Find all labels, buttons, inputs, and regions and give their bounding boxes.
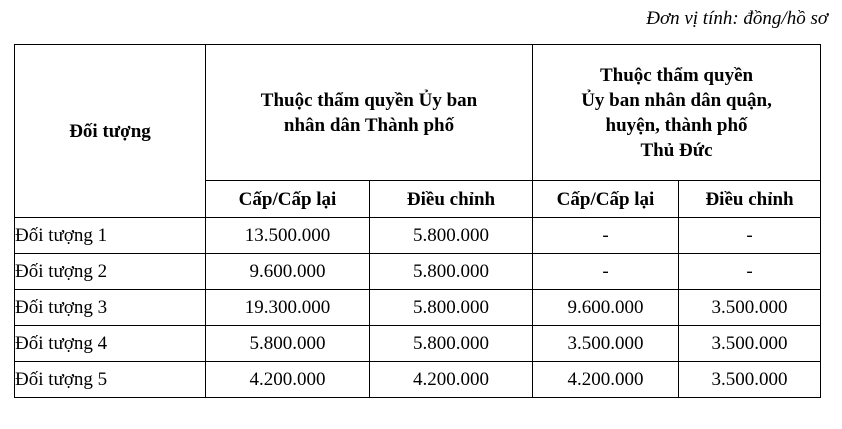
header-district-line: huyện, thành phố [605, 114, 748, 136]
cell-value: 3.500.000 [679, 326, 821, 362]
cell-value: 19.300.000 [206, 290, 370, 326]
header-district-line: Thuộc thẩm quyền [599, 64, 754, 86]
cell-value: 13.500.000 [206, 218, 370, 254]
cell-value: 9.600.000 [533, 290, 679, 326]
cell-value: - [533, 218, 679, 254]
table-row [15, 254, 821, 290]
cell-value: 3.500.000 [679, 290, 821, 326]
fee-table [14, 44, 821, 398]
subheader-city-adjust: Điều chỉnh [370, 181, 533, 218]
header-city-line: nhân dân Thành phố [283, 114, 455, 136]
header-district-line: Ủy ban nhân dân quận, [581, 89, 772, 111]
table-row [15, 362, 821, 398]
cell-value: 3.500.000 [533, 326, 679, 362]
cell-value: - [679, 218, 821, 254]
cell-value: 5.800.000 [206, 326, 370, 362]
row-label: Đối tượng 2 [15, 254, 206, 290]
row-label: Đối tượng 5 [15, 362, 206, 398]
header-city-authority [206, 45, 533, 181]
table-row [15, 218, 821, 254]
cell-value: 5.800.000 [370, 326, 533, 362]
header-row-main [15, 45, 821, 181]
cell-value: - [679, 254, 821, 290]
subheader-district-adjust: Điều chỉnh [679, 181, 821, 218]
cell-value: 5.800.000 [370, 218, 533, 254]
header-subject: Đối tượng [15, 45, 206, 218]
cell-value: - [533, 254, 679, 290]
table-row [15, 290, 821, 326]
cell-value: 4.200.000 [370, 362, 533, 398]
subheader-district-issue: Cấp/Cấp lại [533, 181, 679, 218]
cell-value: 5.800.000 [370, 254, 533, 290]
row-label: Đối tượng 3 [15, 290, 206, 326]
cell-value: 4.200.000 [206, 362, 370, 398]
row-label: Đối tượng 4 [15, 326, 206, 362]
cell-value: 4.200.000 [533, 362, 679, 398]
cell-value: 5.800.000 [370, 290, 533, 326]
unit-note: Đơn vị tính: đồng/hồ sơ [646, 8, 828, 29]
row-label: Đối tượng 1 [15, 218, 206, 254]
table-row [15, 326, 821, 362]
subheader-city-issue: Cấp/Cấp lại [206, 181, 370, 218]
cell-value: 3.500.000 [679, 362, 821, 398]
header-district-authority [533, 45, 821, 181]
header-district-line: Thủ Đức [640, 139, 713, 161]
cell-value: 9.600.000 [206, 254, 370, 290]
header-city-line: Thuộc thẩm quyền Ủy ban [260, 89, 478, 111]
